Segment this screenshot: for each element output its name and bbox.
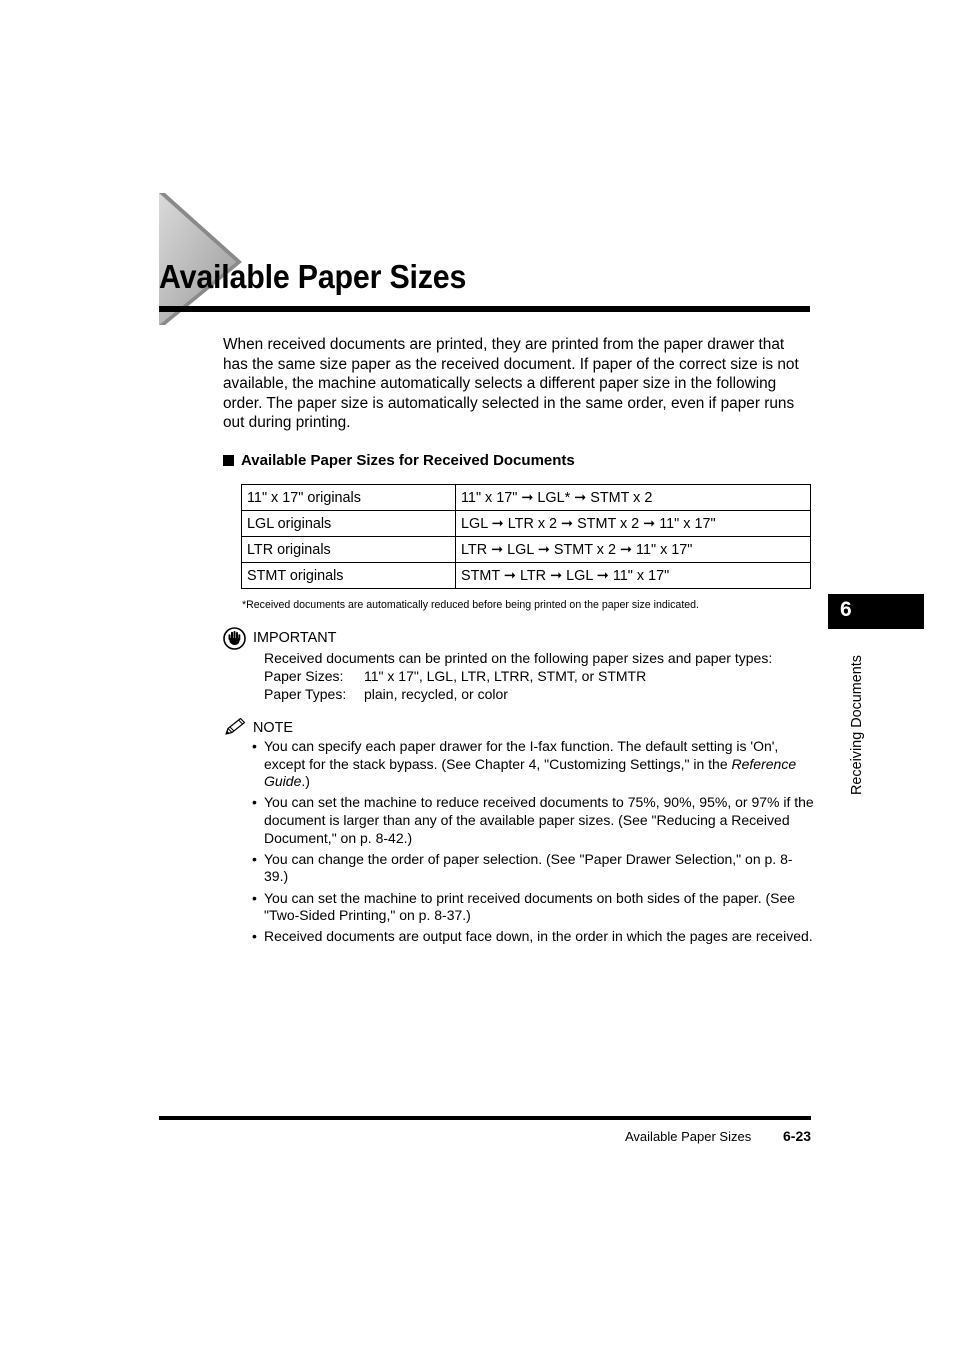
list-item (250, 738, 816, 791)
important-body (264, 649, 772, 703)
table-row (242, 563, 811, 589)
table-row (242, 511, 811, 537)
paper-types-value: plain, recycled, or color (364, 686, 508, 702)
note-item-text-end: .) (301, 773, 310, 790)
table-cell-original: LTR originals (242, 537, 456, 563)
pencil-icon (223, 717, 247, 737)
list-item (250, 851, 816, 886)
list-item (250, 794, 816, 847)
note-item-text: Received documents are output face down, in the order in which the pages are received. (264, 928, 813, 945)
footer-section-title: Available Paper Sizes (625, 1129, 752, 1144)
important-text: Received documents can be printed on the following paper sizes and paper types: (264, 650, 773, 666)
hand-stop-icon (223, 627, 246, 650)
paper-sizes-value: 11" x 17", LGL, LTR, LTRR, STMT, or STMTR (364, 668, 647, 684)
bullet-icon: • (252, 738, 257, 754)
page-title: Available Paper Sizes (159, 258, 467, 295)
bullet-icon: • (252, 794, 257, 811)
important-label: IMPORTANT (253, 630, 337, 646)
note-item-text: You can set the machine to reduce received documents to 75%, 90%, 95%, or 97% if the document is larger than any of the available paper sizes. (See "Reducing a Received Document," on p. 8-42.) (264, 794, 814, 846)
table-footnote: *Received documents are automatically reduced before being printed on the paper size indicated. (242, 599, 699, 611)
paper-types-label: Paper Types: (264, 686, 347, 702)
bullet-icon: • (252, 850, 257, 867)
chapter-side-label: Receiving Documents (849, 655, 865, 795)
intro-paragraph: When received documents are printed, they are printed from the paper drawer that has the same size paper as the received document. If paper of the correct size is not available, the machine automatically selects a different paper size in the following order. The paper size is automatically selected in the same order, even if paper runs out during printing. (223, 336, 799, 431)
paper-types-row (264, 685, 772, 703)
footer-rule (159, 1116, 811, 1120)
table-cell-original: STMT originals (242, 563, 456, 589)
table-cell-original: 11" x 17" originals (242, 485, 456, 511)
bullet-icon: • (252, 889, 257, 906)
paper-size-table (241, 484, 811, 589)
square-bullet-icon (223, 455, 234, 466)
list-item (250, 928, 816, 946)
chapter-tab (828, 594, 924, 629)
table-cell-order: 11" x 17" ➞ LGL* ➞ STMT x 2 (456, 485, 811, 511)
page-number: 6-23 (783, 1128, 812, 1144)
section-heading-text: Available Paper Sizes for Received Documents (241, 452, 575, 469)
paper-sizes-row (264, 667, 772, 685)
bullet-icon: • (252, 928, 257, 945)
note-label: NOTE (253, 720, 293, 736)
note-item-emphasis: Reference Guide (264, 755, 797, 790)
table-cell-original: LGL originals (242, 511, 456, 537)
table-cell-order: LGL ➞ LTR x 2 ➞ STMT x 2 ➞ 11" x 17" (456, 511, 811, 537)
note-item-text: You can set the machine to print received documents on both sides of the paper. (See "Two-Sided Printing," on p. 8-37.) (264, 889, 796, 924)
table-row (242, 485, 811, 511)
section-heading (223, 452, 575, 469)
table-cell-order: STMT ➞ LTR ➞ LGL ➞ 11" x 17" (456, 563, 811, 589)
note-item-text: You can specify each paper drawer for the I-fax function. The default setting is 'On', except for the stack bypass. (See Chapter 4, "Customizing Settings," in the (264, 738, 779, 772)
table-row (242, 537, 811, 563)
list-item (250, 890, 816, 925)
title-rule (159, 306, 810, 312)
note-list (250, 738, 816, 950)
note-item-text: You can change the order of paper selection. (See "Paper Drawer Selection," on p. 8-39.) (264, 850, 793, 885)
table-cell-order: LTR ➞ LGL ➞ STMT x 2 ➞ 11" x 17" (456, 537, 811, 563)
paper-sizes-label: Paper Sizes: (264, 668, 344, 684)
chapter-number: 6 (840, 598, 852, 621)
